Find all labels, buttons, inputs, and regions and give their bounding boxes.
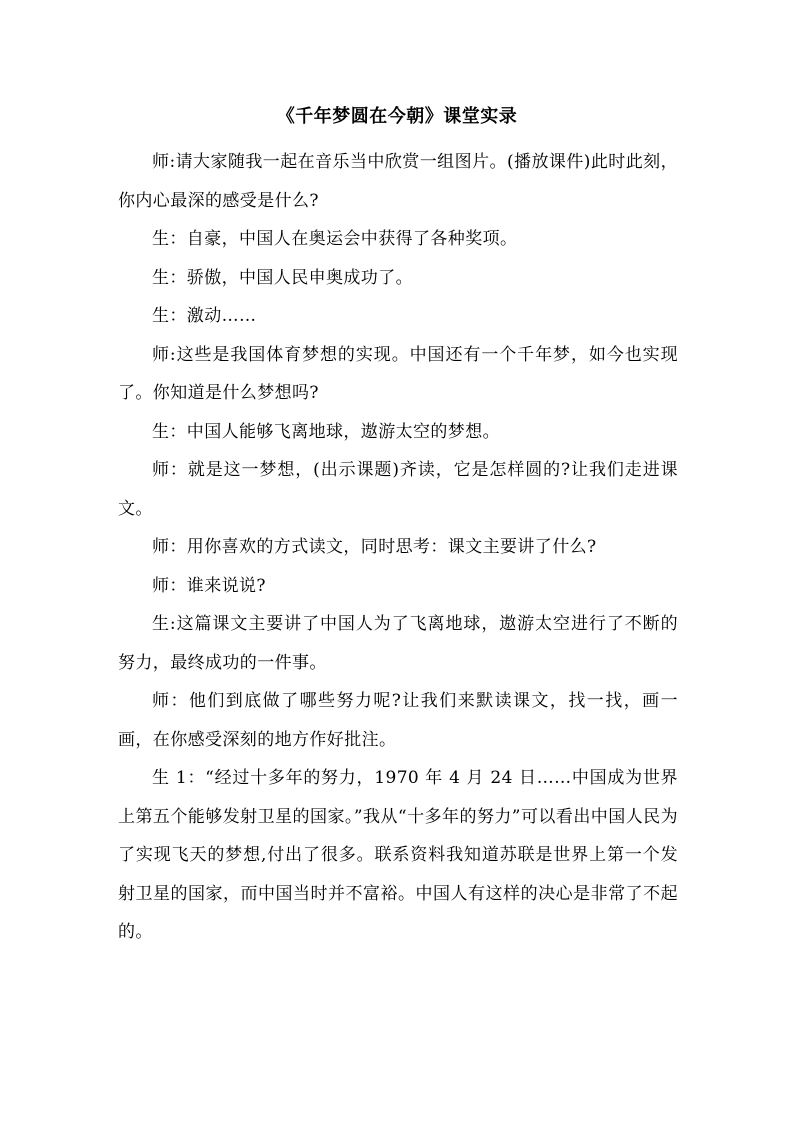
paragraph: 师：他们到底做了哪些努力呢?让我们来默读课文，找一找，画一画，在你感受深刻的地方作好批注。 (118, 691, 678, 750)
paragraph: 生：自豪，中国人在奥运会中获得了各种奖项。 (152, 229, 518, 249)
document-title: 《千年梦圆在今朝》课堂实录 (276, 106, 518, 127)
paragraph: 生 1：“经过十多年的努力，1970 年 4 月 24 日……中国成为世界上第五个能够发射卫星的国家。”我从“十多年的努力”可以看出中国人民为了实现飞天的梦想,付出了很多。联系资料我知道苏联是世界上第一个发射卫星的国家，而中国当时并不富裕。中国人有这样的决心是非常了不起的。 (118, 768, 678, 942)
document-body (118, 143, 678, 952)
paragraph: 生：中国人能够飞离地球，遨游太空的梦想。 (152, 421, 500, 442)
paragraph: 师:这些是我国体育梦想的实现。中国还有一个千年梦，如今也实现了。你知道是什么梦想吗? (118, 344, 678, 403)
paragraph: 师：就是这一梦想，(出示课题)齐读，它是怎样圆的?让我们走进课文。 (118, 460, 678, 519)
paragraph: 生:这篇课文主要讲了中国人为了飞离地球，遨游太空进行了不断的努力，最终成功的一件事。 (118, 614, 678, 673)
paragraph: 师:请大家随我一起在音乐当中欣赏一组图片。(播放课件)此时此刻，你内心最深的感受是什么? (118, 152, 678, 211)
paragraph: 师：谁来说说? (152, 575, 266, 596)
paragraph: 师：用你喜欢的方式读文，同时思考：课文主要讲了什么? (152, 537, 597, 557)
paragraph: 生：骄傲，中国人民申奥成功了。 (152, 267, 413, 288)
paragraph: 生：激动…… (152, 306, 257, 326)
